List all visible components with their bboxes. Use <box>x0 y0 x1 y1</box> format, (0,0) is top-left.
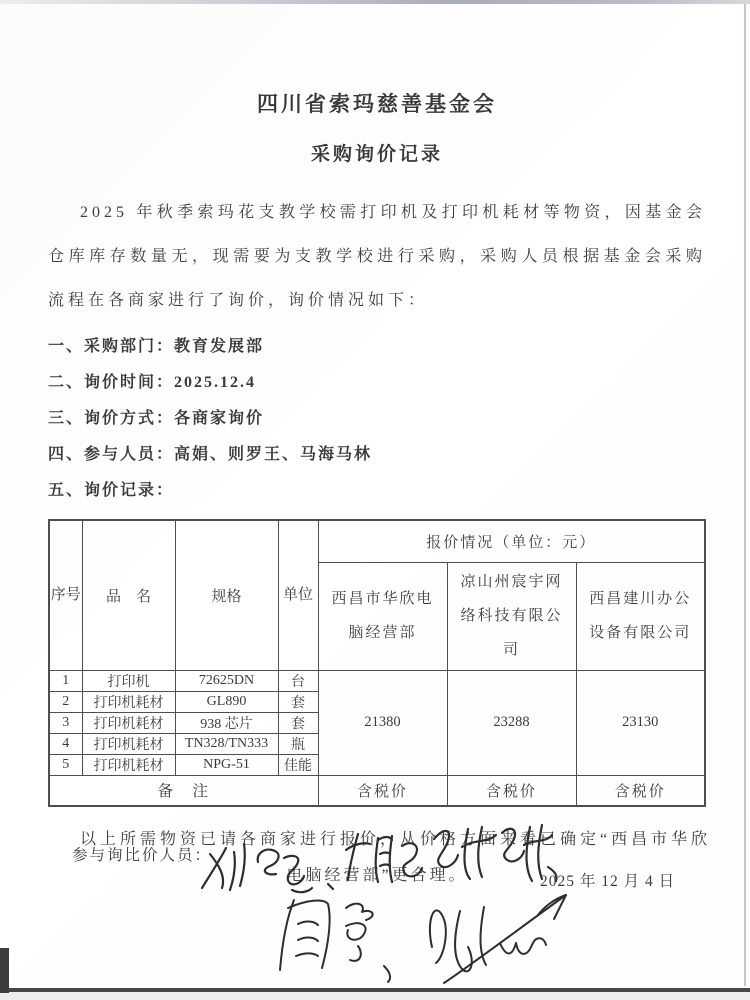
scan-edge-right <box>744 4 746 986</box>
scan-edge-bottom-margin <box>0 992 750 1000</box>
approval-handwriting-tongyi <box>262 888 412 988</box>
list-item-department: 一、采购部门：教育发展部 <box>48 338 265 355</box>
cell-product: 打印机 <box>82 670 175 691</box>
signature-mahaimalin <box>424 815 559 895</box>
list-item-record: 五、询价记录： <box>48 482 175 499</box>
cell-product: 打印机耗材 <box>82 733 175 754</box>
page-title: 四川省索玛慈善基金会 <box>257 92 497 116</box>
closing-line-2: 电脑经营部”更合理。 <box>286 867 468 884</box>
quote-cell-chenyu: 23288 <box>447 670 576 775</box>
remark-label-cell: 备 注 <box>49 775 318 806</box>
table-remark-row <box>49 775 705 806</box>
cell-unit: 瓶 <box>278 733 318 754</box>
cell-spec: 938 芯片 <box>175 712 278 733</box>
scan-corner-bottom-left <box>0 948 9 993</box>
col-header-spec: 规格 <box>175 520 278 670</box>
approval-signature <box>404 885 579 990</box>
signature-gaojuan <box>340 824 435 889</box>
cell-unit: 佳能 <box>278 754 318 775</box>
quote-cell-huaxin: 21380 <box>318 670 447 775</box>
cell-unit: 套 <box>278 712 318 733</box>
cell-index: 4 <box>49 733 82 754</box>
intro-paragraph: 2025 年秋季索玛花支教学校需打印机及打印机耗材等物资，因基金会仓库库存数量无，现需要为支教学校进行采购，采购人员根据基金会采购流程在各商家进行了询价，询价情况如下： <box>48 204 706 309</box>
cell-index: 1 <box>49 670 82 691</box>
cell-spec: GL890 <box>175 691 278 712</box>
list-item-participants: 四、参与人员：高娟、则罗王、马海马林 <box>48 446 373 463</box>
closing-line-1: 以上所需物资已请各商家进行报价，从价格方面来看已确定“西昌市华欣 <box>80 831 712 848</box>
cell-spec: NPG-51 <box>175 754 278 775</box>
cell-index: 3 <box>49 712 82 733</box>
cell-unit: 套 <box>278 691 318 712</box>
quotation-table <box>48 519 706 807</box>
cell-spec: TN328/TN333 <box>175 733 278 754</box>
date-text: 2025 年 12 月 4 日 <box>540 873 676 890</box>
col-header-index: 序号 <box>49 520 82 670</box>
list-item-date: 二、询价时间：2025.12.4 <box>48 374 257 391</box>
cell-product: 打印机耗材 <box>82 754 175 775</box>
participants-label: 参与询比价人员： <box>72 847 213 864</box>
quote-cell-jianchuan: 23130 <box>576 670 705 775</box>
cell-spec: 72625DN <box>175 670 278 691</box>
col-header-unit: 单位 <box>278 520 318 670</box>
page-subtitle: 采购询价记录 <box>310 144 443 165</box>
vendor-header-huaxin: 西昌市华欣电脑经营部 <box>318 562 447 670</box>
list-item-method: 三、询价方式：各商家询价 <box>48 410 265 427</box>
cell-unit: 台 <box>278 670 318 691</box>
quote-group-header: 报价情况（单位：元） <box>318 520 705 562</box>
vendor-header-chenyu: 凉山州宸宇网络科技有限公司 <box>447 562 576 670</box>
table-row <box>49 670 705 691</box>
remark-value-cell: 含税价 <box>318 775 447 806</box>
cell-index: 2 <box>49 691 82 712</box>
col-header-product: 品 名 <box>82 520 175 670</box>
vendor-header-jianchuan: 西昌建川办公设备有限公司 <box>576 562 705 670</box>
remark-value-cell: 含税价 <box>576 775 705 806</box>
remark-value-cell: 含税价 <box>447 775 576 806</box>
table-header-row-1 <box>49 520 705 562</box>
inquiry-info-list <box>48 329 706 509</box>
cell-product: 打印机耗材 <box>82 691 175 712</box>
cell-index: 5 <box>49 754 82 775</box>
cell-product: 打印机耗材 <box>82 712 175 733</box>
document-content <box>48 0 712 894</box>
